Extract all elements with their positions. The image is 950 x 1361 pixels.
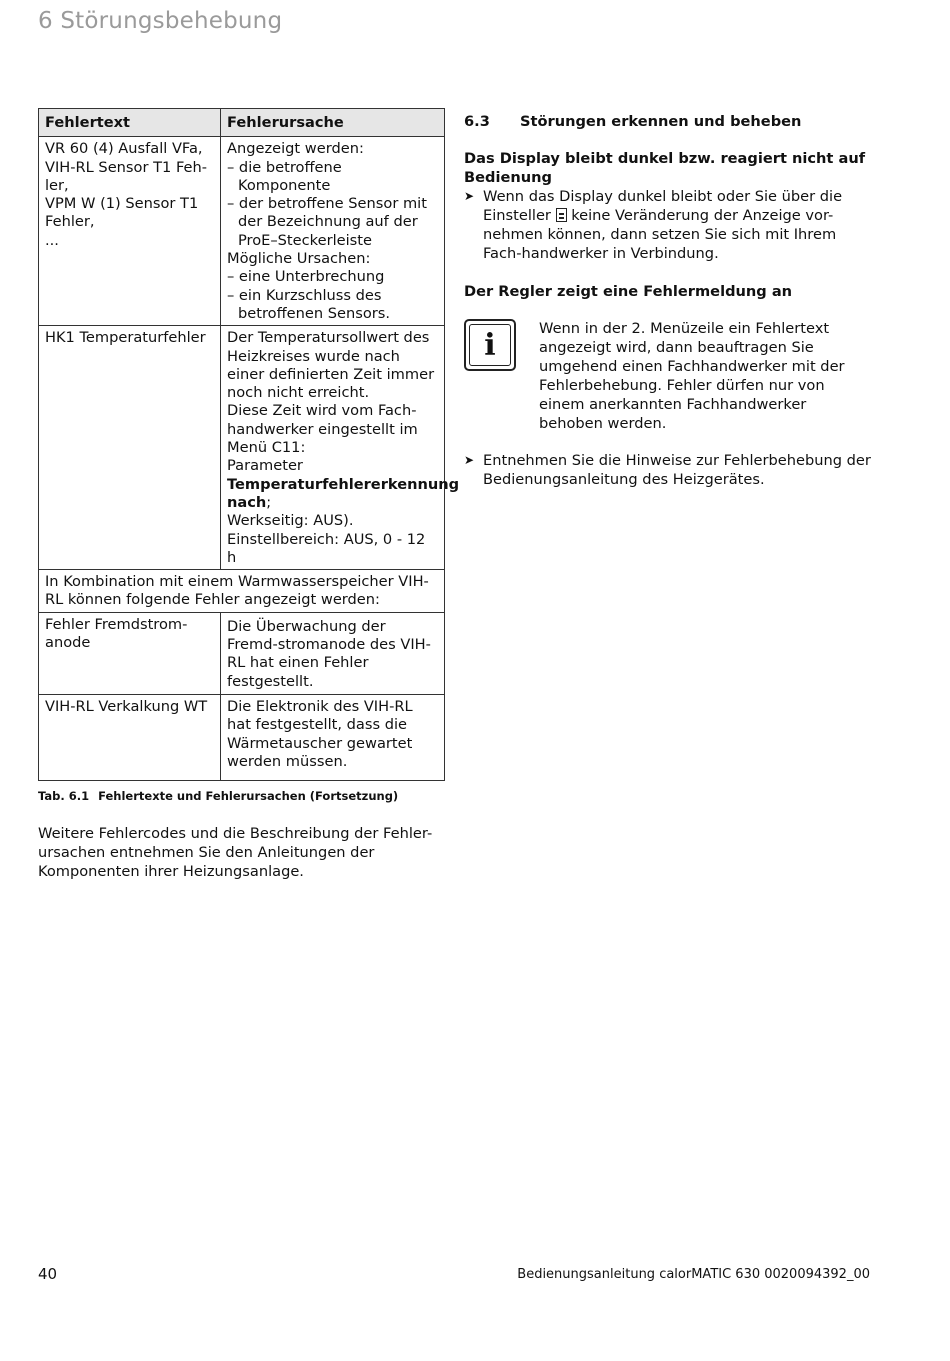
table-header-row — [39, 109, 445, 137]
error-text-cell: HK1 Temperaturfehler — [39, 326, 221, 570]
subheading-error-message: Der Regler zeigt eine Fehlermeldung an — [464, 283, 793, 300]
table-row — [39, 570, 445, 613]
table-row — [39, 694, 445, 780]
instruction-bullet — [464, 451, 874, 489]
setter-icon — [556, 208, 567, 222]
bullet-text: Wenn das Display dunkel bleibt oder Sie über die Einsteller — [483, 188, 843, 224]
left-column — [38, 108, 460, 881]
section-title: Störungen erkennen und beheben — [520, 113, 802, 130]
cause-item: – der betroffene Sensor mit der Bezeichnung auf der ProE–Steckerleiste — [227, 195, 427, 249]
table-row — [39, 326, 445, 570]
error-table — [38, 108, 460, 781]
cause-item: – ein Kurzschluss des betroffenen Sensors. — [227, 286, 390, 322]
error-text-cell: Fehler Fremdstrom-anode — [39, 612, 221, 694]
error-text-line: VR 60 (4) Ausfall VFa, — [45, 140, 203, 158]
table-caption — [38, 789, 445, 803]
info-note — [464, 319, 874, 433]
error-cause-cell — [221, 137, 445, 326]
possible-causes-label: Mögliche Ursachen: — [227, 250, 371, 268]
right-column — [464, 112, 874, 489]
page-number: 40 — [38, 1265, 58, 1283]
cause-paragraph: Diese Zeit wird vom Fach-handwerker eingestellt im Menü C11: — [227, 402, 418, 457]
table-row — [39, 137, 445, 326]
error-text-line: ... — [45, 231, 59, 249]
section-heading — [464, 112, 874, 131]
column-header-fehlerursache: Fehlerursache — [221, 109, 445, 137]
combined-note-cell: In Kombination mit einem Warmwasserspeicher VIH-RL können folgende Fehler angezeigt werden: — [39, 570, 445, 613]
section-number: 6.3 — [464, 113, 490, 130]
bullet-text: keine Veränderung der Anzeige vor-nehmen können, dann setzen Sie sich mit Ihrem Fach-handwerker in Verbindung. — [483, 207, 837, 262]
further-info-paragraph: Weitere Fehlercodes und die Beschreibung der Fehler-ursachen entnehmen Sie den Anleitungen der Komponenten ihrer Heizungsanlage. — [38, 825, 433, 881]
caption-label: Tab. 6.1 — [38, 789, 90, 804]
error-text-line: VPM W (1) Sensor T1 — [45, 195, 199, 213]
arrow-icon: ➤ — [464, 189, 475, 203]
error-text-line: Fehler, — [45, 213, 95, 231]
error-text-line: ler, — [45, 176, 69, 194]
parameter-label: Parameter — [227, 457, 303, 475]
setting-range: Einstellbereich: AUS, 0 - 12 h — [227, 530, 426, 566]
cause-intro: Angezeigt werden: — [227, 140, 364, 158]
cause-paragraph: Der Temperatursollwert des Heizkreises wurde nach einer definierten Zeit immer noch nicht erreicht. — [227, 329, 435, 402]
info-symbol: i — [469, 324, 511, 366]
document-reference: Bedienungsanleitung calorMATIC 630 0020094392_00 — [517, 1267, 870, 1282]
caption-text: Fehlertexte und Fehlerursachen (Fortsetzung) — [98, 789, 399, 804]
arrow-icon: ➤ — [464, 453, 475, 467]
factory-setting: Werkseitig: AUS). — [227, 512, 354, 530]
parameter-name: Temperaturfehlererkennung nach — [227, 475, 460, 511]
subheading-display-dark: Das Display bleibt dunkel bzw. reagiert nicht auf Bedienung — [464, 150, 866, 186]
page-title: 6 Störungsbehebung — [38, 8, 283, 34]
error-cause-cell: Die Elektronik des VIH-RL hat festgestellt, dass die Wärmetauscher gewartet werden müssen. — [221, 694, 445, 780]
bullet-text: Entnehmen Sie die Hinweise zur Fehlerbehebung der Bedienungsanleitung des Heizgerätes. — [483, 452, 871, 488]
error-cause-cell — [221, 326, 460, 570]
info-icon — [464, 319, 516, 371]
error-text-cell: VIH-RL Verkalkung WT — [39, 694, 221, 780]
cause-item: – eine Unterbrechung — [227, 268, 385, 286]
cause-item: – die betroffene Komponente — [227, 158, 342, 194]
error-text-line: VIH-RL Sensor T1 Feh- — [45, 158, 208, 176]
error-text-cell — [39, 137, 221, 326]
info-text: Wenn in der 2. Menüzeile ein Fehlertext angezeigt wird, dann beauftragen Sie umgehend einen Fachhandwerker mit der Fehlerbehebung. Fehler dürfen nur von einem anerkannten Fachhandwerker behoben werden. — [539, 320, 845, 432]
column-header-fehlertext: Fehlertext — [39, 109, 221, 137]
error-cause-cell: Die Überwachung der Fremd-stromanode des VIH-RL hat einen Fehler festgestellt. — [221, 612, 445, 694]
parameter-end: ; — [266, 493, 272, 511]
instruction-bullet — [464, 187, 874, 263]
table-row — [39, 612, 445, 694]
